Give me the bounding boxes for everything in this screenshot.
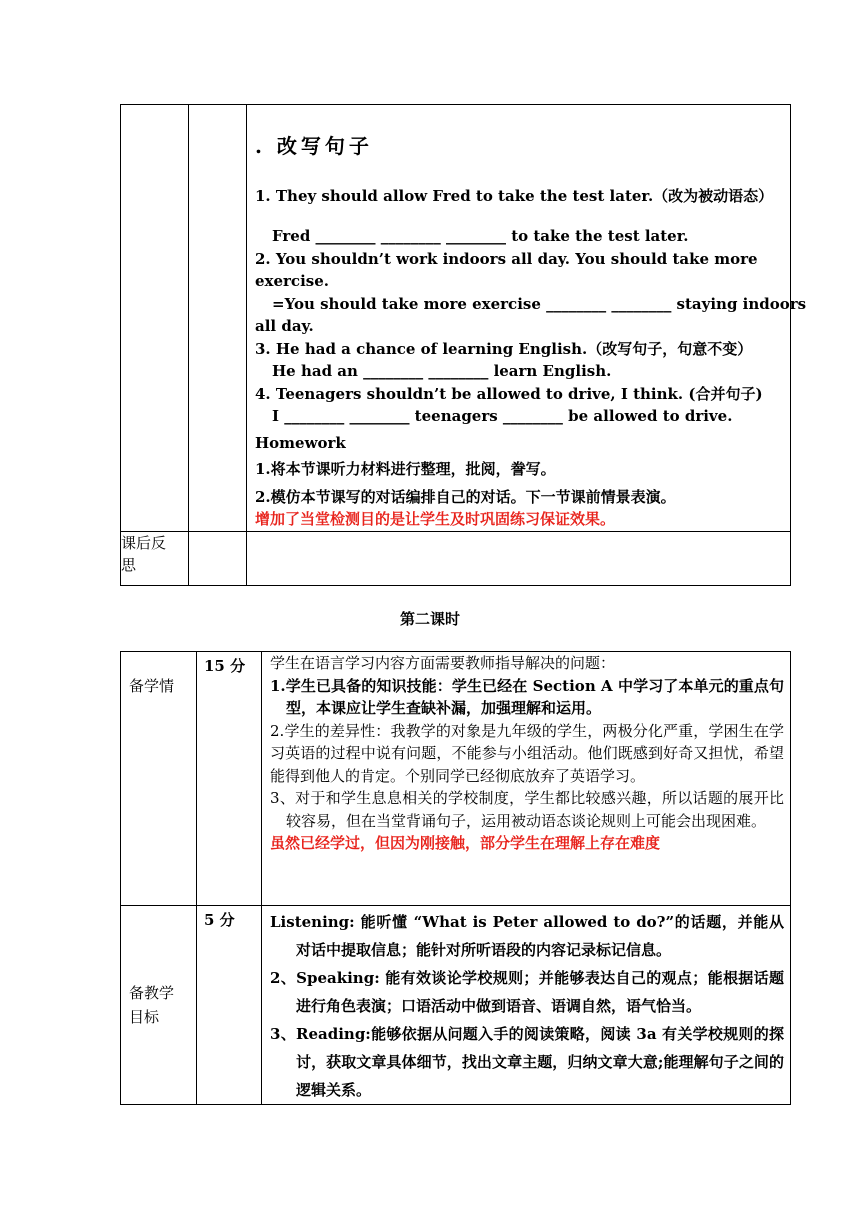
lesson1-table [120,104,807,586]
reflection-label: 课后反 思 [121,531,189,585]
analysis-point-3: 3、对于和学生息息相关的学校制度，学生都比较感兴趣，所以话题的展开比较容易，但在当堂背诵句子，运用被动语态谈论规则上可能会出现困难。 [270,789,784,830]
homework-item-2: 2.模仿本节课写的对话编排自己的对话。下一节课前情景表演。 [255,487,676,506]
student-analysis-label: 备学情 [121,652,197,906]
teaching-goals-content [262,906,791,1105]
question-2: 2. You shouldn’t work indoors all day. You should take more exercise. [255,249,758,290]
teacher-note: 增加了当堂检测目的是让学生及时巩固练习保证效果。 [255,510,616,528]
question-4-answer: I ________ ________ teenagers ________ be allowed to drive. [272,407,733,425]
question-1-answer: Fred ________ ________ ________ to take the test later. [272,227,689,245]
section-heading: 第二课时 [399,610,460,628]
empty-time-cell [189,105,247,532]
exercise-cell [247,105,807,532]
goal-reading: 3、Reading:能够依据从问题入手的阅读策略，阅读 3a 有关学校规则的探讨，获取文章具体细节，找出文章主题，归纳文章大意;能理解句子之间的逻辑关系。 [270,1025,784,1099]
question-2-answer-line2: all day. [255,317,314,335]
question-4: 4. Teenagers shouldn’t be allowed to drive, I think. (合并句子) [255,384,763,403]
teaching-goals-time: 5 分 [197,906,262,1105]
reflection-content-cell [247,531,791,585]
student-analysis-time: 15 分 [197,652,262,906]
question-3-answer: He had an ________ ________ learn English. [272,362,612,380]
homework-label: Homework [255,433,346,452]
student-analysis-content [262,652,791,906]
teaching-goals-label: 备教学 目标 [121,906,197,1105]
homework-item-1: 1.将本节课听力材料进行整理，批阅，誊写。 [255,460,556,478]
goal-listening: Listening: 能听懂 “What is Peter allowed to do?”的话题，并能从对话中提取信息；能针对所听语段的内容记录标记信息。 [270,913,784,959]
question-2-answer-line1: =You should take more exercise ________ ________ staying indoors [272,294,807,313]
analysis-point-2: 2.学生的差异性：我教学的对象是九年级的学生，两极分化严重，学困生在学习英语的过程中说有问题，不能参与小组活动。他们既感到好奇又担忧，希望能得到他人的肯定。个别同学已经彻底放弃了英语学习。 [270,721,784,785]
analysis-note: 虽然已经学过，但因为刚接触，部分学生在理解上存在难度 [270,834,661,852]
reflection-time-cell [189,531,247,585]
analysis-point-1: 1.学生已具备的知识技能：学生已经在 Section A 中学习了本单元的重点句型，本课应让学生查缺补漏，加强理解和运用。 [270,676,784,717]
lesson2-table [120,651,791,1105]
analysis-intro: 学生在语言学习内容方面需要教师指导解决的问题： [270,654,616,672]
question-3: 3. He had a chance of learning English.（改写句子，句意不变） [255,339,753,358]
goal-speaking: 2、Speaking: 能有效谈论学校规则；并能够表达自己的观点；能根据话题进行角色表演；口语活动中做到语音、语调自然，语气恰当。 [270,969,784,1015]
exercise-title: . 改写句子 [255,134,373,158]
empty-label-cell [121,105,189,532]
question-1: 1. They should allow Fred to take the test later.（改为被动语态） [255,186,774,205]
